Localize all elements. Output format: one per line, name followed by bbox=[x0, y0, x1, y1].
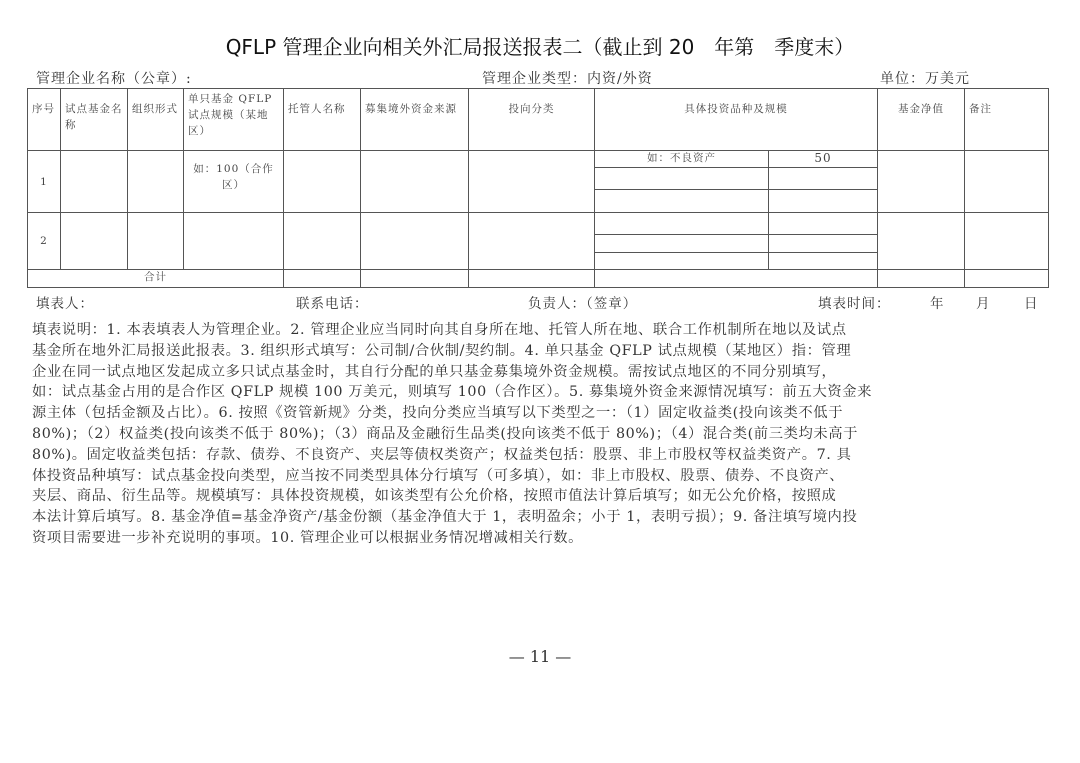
cell-total[interactable] bbox=[878, 270, 965, 288]
notes-line: 本法计算后填写。8. 基金净值=基金净资产/基金份额（基金净值大于 1，表明盈余；小于 1，表明亏损）；9. 备注填写境内投 bbox=[32, 509, 858, 526]
page-title: QFLP 管理企业向相关外汇局报送报表二（截止到 20 年第 季度末） bbox=[225, 35, 855, 59]
cell-amount[interactable] bbox=[769, 190, 878, 213]
notes-line: 企业在同一试点地区发起成立多只试点基金时，其自行分配的单只基金募集境外资金规模。需按试点地区的不同分别填写， bbox=[32, 363, 837, 380]
notes-line: 体投资品种填写：试点基金投向类型，应当按不同类型具体分行填写（可多填），如：非上市股权、股票、债券、不良资产、 bbox=[32, 467, 845, 484]
cell-fund-source[interactable] bbox=[361, 213, 469, 270]
cell-amount[interactable] bbox=[769, 253, 878, 270]
cell-product[interactable] bbox=[595, 168, 769, 190]
unit-label: 单位：万美元 bbox=[880, 71, 970, 87]
cell-fund-name[interactable] bbox=[61, 213, 128, 270]
report-table bbox=[27, 88, 1049, 288]
row-index: 1 bbox=[28, 151, 61, 213]
cell-product[interactable] bbox=[595, 190, 769, 213]
filling-instructions bbox=[32, 320, 1042, 549]
header-pilot-scale: 单只基金 QFLP 试点规模（某地区） bbox=[184, 89, 284, 151]
notes-line: 夹层、商品、衍生品等。规模填写：具体投资规模，如该类型有公允价格，按照市值法计算后填写；如无公允价格，按照成 bbox=[32, 488, 837, 505]
notes-line: 填表说明：1. 本表填表人为管理企业。2. 管理企业应当同时向其自身所在地、托管人所在地、联合工作机制所在地以及试点 bbox=[32, 322, 847, 338]
table-row bbox=[28, 151, 1049, 168]
date-label: 填表时间： bbox=[818, 296, 891, 312]
notes-line: 80%)；（2）权益类(投向该类不低于 80%)；（3）商品及金融衍生品类(投向该类不低于 80%)；（4）混合类(前三类均未高于 bbox=[32, 425, 859, 442]
table-row bbox=[28, 213, 1049, 235]
cell-net-value[interactable] bbox=[878, 151, 965, 213]
cell-product[interactable] bbox=[595, 213, 769, 235]
header-net-value: 基金净值 bbox=[878, 89, 965, 151]
cell-product[interactable]: 如：不良资产 bbox=[595, 151, 769, 168]
cell-custodian[interactable] bbox=[284, 213, 361, 270]
cell-custodian[interactable] bbox=[284, 151, 361, 213]
cell-remarks[interactable] bbox=[965, 213, 1049, 270]
notes-line: 80%)。固定收益类包括：存款、债券、不良资产、夹层等债权类资产；权益类包括：股票、非上市股权等权益类资产。7. 具 bbox=[32, 446, 852, 463]
header-investment-category: 投向分类 bbox=[469, 89, 595, 151]
company-name-label: 管理企业名称（公章）: bbox=[36, 71, 192, 87]
year-label: 年 bbox=[930, 296, 945, 312]
company-type-label: 管理企业类型：内资/外资 bbox=[482, 71, 653, 87]
principal-label: 负责人：（签章） bbox=[528, 296, 638, 312]
notes-line: 资项目需要进一步补充说明的事项。10. 管理企业可以根据业务情况增减相关行数。 bbox=[32, 529, 584, 546]
header-index: 序号 bbox=[28, 89, 61, 151]
header-fund-name: 试点基金名称 bbox=[61, 89, 128, 151]
notes-line: 基金所在地外汇局报送此报表。3. 组织形式填写：公司制/合伙制/契约制。4. 单只基金 QFLP 试点规模（某地区）指：管理 bbox=[32, 342, 852, 359]
cell-net-value[interactable] bbox=[878, 213, 965, 270]
cell-total[interactable] bbox=[284, 270, 361, 288]
cell-remarks[interactable] bbox=[965, 151, 1049, 213]
filler-label: 填表人： bbox=[36, 296, 94, 312]
header-org-form: 组织形式 bbox=[128, 89, 184, 151]
cell-total[interactable] bbox=[965, 270, 1049, 288]
cell-product[interactable] bbox=[595, 253, 769, 270]
cell-org-form[interactable] bbox=[128, 213, 184, 270]
cell-fund-name[interactable] bbox=[61, 151, 128, 213]
table-header-row bbox=[28, 89, 1049, 151]
notes-line: 如：试点基金占用的是合作区 QFLP 规模 100 万美元，则填写 100（合作区）。5. 募集境外资金来源情况填写：前五大资金来 bbox=[32, 384, 873, 401]
cell-pilot-scale[interactable] bbox=[184, 213, 284, 270]
page-number: — 11 — bbox=[508, 647, 572, 666]
cell-amount[interactable] bbox=[769, 168, 878, 190]
notes-line: 源主体（包括金额及占比）。6. 按照《资管新规》分类，投向分类应当填写以下类型之一：（1）固定收益类(投向该类不低于 bbox=[32, 405, 844, 422]
month-label: 月 bbox=[976, 296, 991, 312]
cell-pilot-scale[interactable]: 如：100（合作区） bbox=[184, 151, 284, 213]
cell-total[interactable] bbox=[469, 270, 595, 288]
cell-amount[interactable]: 50 bbox=[769, 151, 878, 168]
cell-product[interactable] bbox=[595, 235, 769, 253]
cell-total[interactable] bbox=[595, 270, 878, 288]
cell-org-form[interactable] bbox=[128, 151, 184, 213]
header-fund-source: 募集境外资金来源 bbox=[361, 89, 469, 151]
row-index: 2 bbox=[28, 213, 61, 270]
cell-amount[interactable] bbox=[769, 213, 878, 235]
cell-investment-category[interactable] bbox=[469, 213, 595, 270]
header-custodian: 托管人名称 bbox=[284, 89, 361, 151]
header-remarks: 备注 bbox=[965, 89, 1049, 151]
total-label: 合计 bbox=[28, 270, 284, 288]
day-label: 日 bbox=[1024, 296, 1039, 312]
cell-total[interactable] bbox=[361, 270, 469, 288]
cell-fund-source[interactable] bbox=[361, 151, 469, 213]
total-row bbox=[28, 270, 1049, 288]
cell-amount[interactable] bbox=[769, 235, 878, 253]
header-investment-products: 具体投资品种及规模 bbox=[595, 89, 878, 151]
phone-label: 联系电话： bbox=[296, 296, 369, 312]
cell-investment-category[interactable] bbox=[469, 151, 595, 213]
